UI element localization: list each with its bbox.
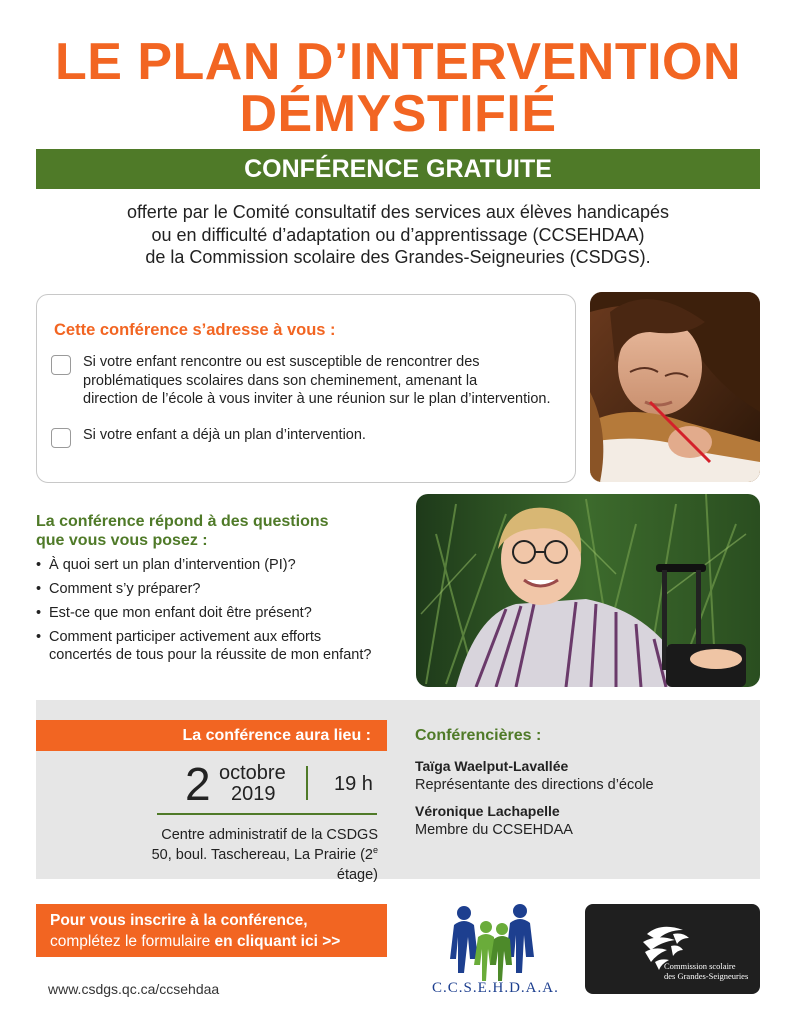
free-conference-banner: CONFÉRENCE GRATUITE <box>36 149 760 189</box>
page-title <box>0 33 796 143</box>
csdgs-logo-text <box>664 961 748 981</box>
title-line-2: DÉMYSTIFIÉ <box>239 85 557 143</box>
event-banner: La conférence aura lieu : <box>36 720 387 751</box>
audience-item-2 <box>51 426 366 448</box>
intro-line-3: de la Commission scolaire des Grandes-Seigneuries (CSDGS). <box>145 247 651 267</box>
venue-line-2 <box>120 845 378 885</box>
list-item-line: • Est-ce que mon enfant doit être présent? <box>49 605 312 621</box>
register-line-1: Pour vous inscrire à la conférence, <box>50 912 308 929</box>
people-group-icon <box>428 903 568 983</box>
speaker-2 <box>415 802 573 840</box>
audience-item-text <box>83 426 366 445</box>
audience-item-2-line-1: Si votre enfant a déjà un plan d’intervention. <box>83 427 366 443</box>
ccsehdaa-logo-text: C.C.S.E.H.D.A.A. <box>432 980 559 996</box>
event-day: 2 <box>185 758 211 810</box>
event-month: octobre <box>219 762 286 784</box>
speaker-role: Représentante des directions d’école <box>415 777 654 793</box>
venue-floor: étage) <box>336 867 378 883</box>
audience-heading: Cette conférence s’adresse à vous : <box>54 321 336 339</box>
date-divider <box>157 813 377 815</box>
speaker-1 <box>415 757 654 795</box>
list-item <box>36 580 416 598</box>
list-item-line: • Comment s’y préparer? <box>49 581 201 597</box>
questions-list <box>36 556 416 670</box>
audience-item-text <box>83 353 551 409</box>
questions-heading-line-1: La conférence répond à des questions <box>36 513 329 530</box>
list-item-line: • Comment participer activement aux efforts <box>49 629 322 645</box>
intro-line-1: offerte par le Comité consultatif des services aux élèves handicapés <box>127 202 669 222</box>
website-link[interactable]: www.csdgs.qc.ca/ccsehdaa <box>48 981 220 997</box>
photo-student-writing <box>590 292 760 482</box>
audience-item-1-line-3: direction de l’école à vous inviter à une réunion sur le plan d’intervention. <box>83 391 551 407</box>
speaker-role: Membre du CCSEHDAA <box>415 822 573 838</box>
event-year: 2019 <box>231 783 276 805</box>
register-button[interactable] <box>36 904 387 957</box>
checkbox-icon[interactable] <box>51 355 71 375</box>
register-line-2 <box>50 931 387 952</box>
checkbox-icon[interactable] <box>51 428 71 448</box>
venue-address: 50, boul. Taschereau, La Prairie (2 <box>151 847 373 863</box>
venue-line-1: Centre administratif de la CSDGS <box>161 827 378 843</box>
list-item <box>36 556 416 574</box>
venue-floor-superscript: e <box>372 845 378 856</box>
student-smiling-illustration <box>416 494 760 687</box>
speaker-name: Véronique Lachapelle <box>415 803 560 819</box>
register-text: complétez le formulaire <box>50 933 215 950</box>
speakers-heading: Conférencières : <box>415 727 542 744</box>
csdgs-text-line-2: des Grandes-Seigneuries <box>664 971 749 981</box>
list-item <box>36 628 416 664</box>
list-item <box>36 604 416 622</box>
speaker-name: Taïga Waelput-Lavallée <box>415 758 569 774</box>
questions-heading-line-2: que vous vous posez : <box>36 532 208 549</box>
audience-item-1 <box>51 353 551 409</box>
questions-heading <box>36 512 329 550</box>
student-writing-illustration <box>590 292 760 482</box>
register-link[interactable]: en cliquant ici >> <box>214 933 341 950</box>
list-item-line: • À quoi sert un plan d’intervention (PI)? <box>49 557 296 573</box>
photo-student-smiling <box>416 494 760 687</box>
audience-item-1-line-1: Si votre enfant rencontre ou est susceptible de rencontrer des <box>83 354 480 370</box>
date-separator <box>306 766 308 800</box>
list-item-line: concertés de tous pour la réussite de mon enfant? <box>49 647 372 663</box>
event-time: 19 h <box>334 773 373 795</box>
event-venue <box>120 825 378 885</box>
intro-text <box>0 201 796 269</box>
audience-item-1-line-2: problématiques scolaires dans son cheminement, amenant la <box>83 372 478 389</box>
title-line-1: LE PLAN D’INTERVENTION <box>54 33 742 91</box>
csdgs-text-line-1: Commission scolaire <box>664 961 736 971</box>
audience-box <box>36 294 576 483</box>
intro-line-2: ou en difficulté d’adaptation ou d’apprentissage (CCSEHDAA) <box>151 224 645 245</box>
